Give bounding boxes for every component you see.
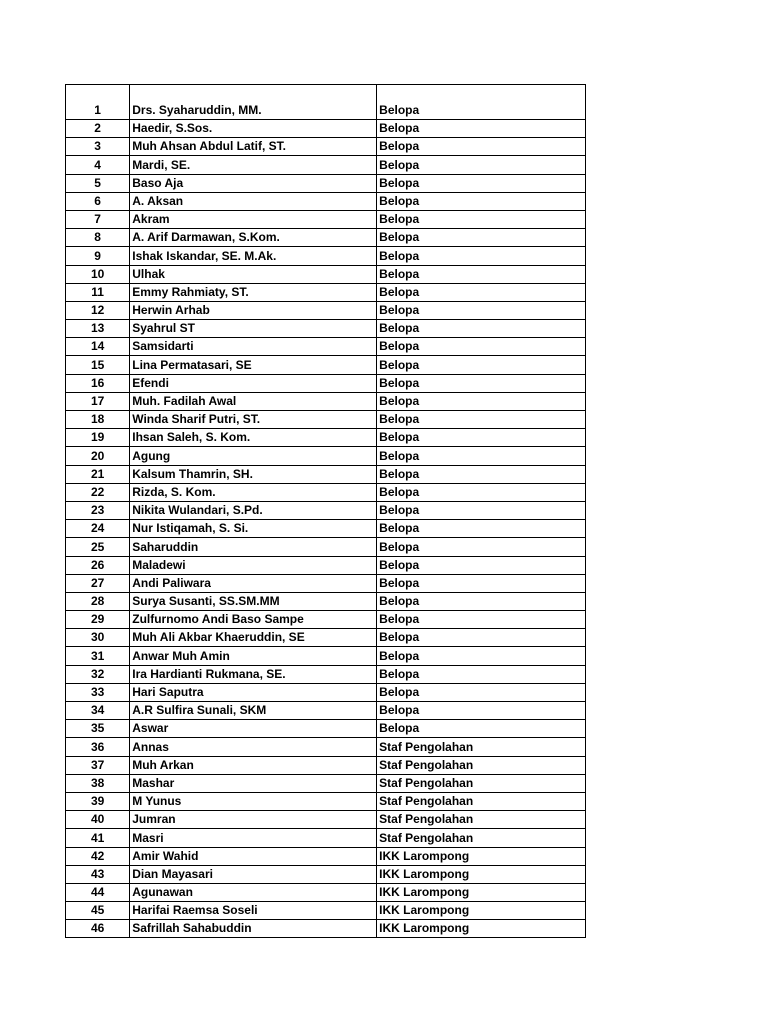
location-cell: Belopa xyxy=(377,156,586,174)
row-number-cell: 6 xyxy=(66,192,130,210)
table-row xyxy=(66,592,586,610)
table-row xyxy=(66,702,586,720)
location-cell: Belopa xyxy=(377,210,586,228)
staff-name-cell: Mashar xyxy=(130,774,377,792)
staff-name-cell: Efendi xyxy=(130,374,377,392)
location-cell: Belopa xyxy=(377,520,586,538)
location-cell: Belopa xyxy=(377,338,586,356)
location-cell: Belopa xyxy=(377,283,586,301)
location-cell: Belopa xyxy=(377,411,586,429)
location-cell: Staf Pengolahan xyxy=(377,738,586,756)
location-cell: IKK Larompong xyxy=(377,865,586,883)
staff-table xyxy=(65,84,586,938)
location-cell: Belopa xyxy=(377,465,586,483)
location-cell: Staf Pengolahan xyxy=(377,811,586,829)
row-number-cell: 40 xyxy=(66,811,130,829)
table-row xyxy=(66,465,586,483)
row-number-cell: 44 xyxy=(66,883,130,901)
table-row xyxy=(66,301,586,319)
row-number-cell: 32 xyxy=(66,665,130,683)
location-cell: Belopa xyxy=(377,665,586,683)
staff-name-cell: Emmy Rahmiaty, ST. xyxy=(130,283,377,301)
staff-name-cell: Rizda, S. Kom. xyxy=(130,483,377,501)
location-cell: Belopa xyxy=(377,138,586,156)
location-cell: Belopa xyxy=(377,683,586,701)
table-row xyxy=(66,665,586,683)
table-row xyxy=(66,429,586,447)
row-number-cell: 20 xyxy=(66,447,130,465)
location-cell: Belopa xyxy=(377,447,586,465)
location-cell: Belopa xyxy=(377,483,586,501)
staff-name-cell: Agunawan xyxy=(130,883,377,901)
row-number-cell: 43 xyxy=(66,865,130,883)
location-cell: IKK Larompong xyxy=(377,902,586,920)
table-row xyxy=(66,538,586,556)
table-row xyxy=(66,320,586,338)
location-cell: Belopa xyxy=(377,265,586,283)
row-number-cell: 42 xyxy=(66,847,130,865)
table-row xyxy=(66,447,586,465)
row-number-cell: 45 xyxy=(66,902,130,920)
row-number-cell: 19 xyxy=(66,429,130,447)
row-number-cell: 33 xyxy=(66,683,130,701)
table-row xyxy=(66,902,586,920)
staff-name-cell: Winda Sharif Putri, ST. xyxy=(130,411,377,429)
staff-name-cell: Jumran xyxy=(130,811,377,829)
table-row xyxy=(66,683,586,701)
row-number-cell: 46 xyxy=(66,920,130,938)
staff-name-cell: Zulfurnomo Andi Baso Sampe xyxy=(130,611,377,629)
location-cell: Belopa xyxy=(377,574,586,592)
location-cell: Staf Pengolahan xyxy=(377,774,586,792)
table-row xyxy=(66,174,586,192)
location-cell: Staf Pengolahan xyxy=(377,756,586,774)
row-number-cell: 26 xyxy=(66,556,130,574)
location-cell: Belopa xyxy=(377,592,586,610)
staff-name-cell: Saharuddin xyxy=(130,538,377,556)
location-cell: Belopa xyxy=(377,229,586,247)
row-number-cell: 16 xyxy=(66,374,130,392)
table-row xyxy=(66,829,586,847)
row-number-cell: 36 xyxy=(66,738,130,756)
row-number-cell: 38 xyxy=(66,774,130,792)
staff-name-cell: A. Aksan xyxy=(130,192,377,210)
table-row xyxy=(66,85,586,120)
location-cell: Belopa xyxy=(377,301,586,319)
location-cell: Belopa xyxy=(377,629,586,647)
staff-name-cell: Hari Saputra xyxy=(130,683,377,701)
table-row xyxy=(66,865,586,883)
row-number-cell: 34 xyxy=(66,702,130,720)
row-number-cell: 2 xyxy=(66,120,130,138)
staff-name-cell: M Yunus xyxy=(130,792,377,810)
staff-name-cell: Samsidarti xyxy=(130,338,377,356)
row-number-cell: 28 xyxy=(66,592,130,610)
staff-name-cell: Akram xyxy=(130,210,377,228)
table-row xyxy=(66,811,586,829)
table-row xyxy=(66,356,586,374)
row-number-cell: 27 xyxy=(66,574,130,592)
staff-name-cell: Ihsan Saleh, S. Kom. xyxy=(130,429,377,447)
location-cell: Belopa xyxy=(377,429,586,447)
row-number-cell: 4 xyxy=(66,156,130,174)
table-row xyxy=(66,611,586,629)
table-row xyxy=(66,774,586,792)
location-cell: Belopa xyxy=(377,320,586,338)
location-cell: Belopa xyxy=(377,647,586,665)
location-cell: Belopa xyxy=(377,174,586,192)
staff-name-cell: Kalsum Thamrin, SH. xyxy=(130,465,377,483)
row-number-cell: 31 xyxy=(66,647,130,665)
table-row xyxy=(66,720,586,738)
staff-table-body xyxy=(66,85,586,938)
table-row xyxy=(66,229,586,247)
table-row xyxy=(66,265,586,283)
row-number-cell: 39 xyxy=(66,792,130,810)
location-cell: Belopa xyxy=(377,192,586,210)
row-number-cell: 41 xyxy=(66,829,130,847)
row-number-cell: 9 xyxy=(66,247,130,265)
table-row xyxy=(66,483,586,501)
table-row xyxy=(66,374,586,392)
table-row xyxy=(66,883,586,901)
row-number-cell: 7 xyxy=(66,210,130,228)
staff-name-cell: Masri xyxy=(130,829,377,847)
location-cell: Staf Pengolahan xyxy=(377,829,586,847)
table-row xyxy=(66,210,586,228)
staff-name-cell: Muh. Fadilah Awal xyxy=(130,392,377,410)
table-row xyxy=(66,647,586,665)
row-number-cell: 23 xyxy=(66,501,130,519)
table-row xyxy=(66,501,586,519)
table-row xyxy=(66,283,586,301)
row-number-cell: 1 xyxy=(66,85,130,120)
row-number-cell: 10 xyxy=(66,265,130,283)
staff-name-cell: Surya Susanti, SS.SM.MM xyxy=(130,592,377,610)
row-number-cell: 5 xyxy=(66,174,130,192)
location-cell: Belopa xyxy=(377,556,586,574)
table-row xyxy=(66,738,586,756)
location-cell: Belopa xyxy=(377,85,586,120)
row-number-cell: 37 xyxy=(66,756,130,774)
staff-name-cell: Baso Aja xyxy=(130,174,377,192)
row-number-cell: 24 xyxy=(66,520,130,538)
staff-name-cell: Agung xyxy=(130,447,377,465)
row-number-cell: 30 xyxy=(66,629,130,647)
staff-name-cell: Anwar Muh Amin xyxy=(130,647,377,665)
staff-name-cell: Syahrul ST xyxy=(130,320,377,338)
row-number-cell: 15 xyxy=(66,356,130,374)
staff-name-cell: Amir Wahid xyxy=(130,847,377,865)
location-cell: Belopa xyxy=(377,392,586,410)
table-row xyxy=(66,138,586,156)
table-row xyxy=(66,247,586,265)
table-row xyxy=(66,411,586,429)
staff-name-cell: Mardi, SE. xyxy=(130,156,377,174)
staff-name-cell: Drs. Syaharuddin, MM. xyxy=(130,85,377,120)
staff-name-cell: Nur Istiqamah, S. Si. xyxy=(130,520,377,538)
staff-name-cell: Lina Permatasari, SE xyxy=(130,356,377,374)
table-row xyxy=(66,847,586,865)
staff-name-cell: Andi Paliwara xyxy=(130,574,377,592)
row-number-cell: 18 xyxy=(66,411,130,429)
row-number-cell: 22 xyxy=(66,483,130,501)
staff-name-cell: Muh Arkan xyxy=(130,756,377,774)
staff-name-cell: Harifai Raemsa Soseli xyxy=(130,902,377,920)
staff-name-cell: Annas xyxy=(130,738,377,756)
table-row xyxy=(66,192,586,210)
row-number-cell: 35 xyxy=(66,720,130,738)
row-number-cell: 21 xyxy=(66,465,130,483)
location-cell: Belopa xyxy=(377,538,586,556)
table-row xyxy=(66,920,586,938)
staff-name-cell: Dian Mayasari xyxy=(130,865,377,883)
staff-name-cell: A.R Sulfira Sunali, SKM xyxy=(130,702,377,720)
location-cell: Belopa xyxy=(377,611,586,629)
location-cell: Belopa xyxy=(377,720,586,738)
staff-name-cell: Nikita Wulandari, S.Pd. xyxy=(130,501,377,519)
location-cell: Belopa xyxy=(377,247,586,265)
staff-name-cell: Muh Ahsan Abdul Latif, ST. xyxy=(130,138,377,156)
location-cell: IKK Larompong xyxy=(377,847,586,865)
staff-name-cell: Muh Ali Akbar Khaeruddin, SE xyxy=(130,629,377,647)
staff-name-cell: Ira Hardianti Rukmana, SE. xyxy=(130,665,377,683)
location-cell: Belopa xyxy=(377,702,586,720)
location-cell: IKK Larompong xyxy=(377,920,586,938)
table-row xyxy=(66,338,586,356)
row-number-cell: 25 xyxy=(66,538,130,556)
staff-name-cell: Ulhak xyxy=(130,265,377,283)
table-row xyxy=(66,756,586,774)
table-row xyxy=(66,392,586,410)
table-row xyxy=(66,120,586,138)
location-cell: Belopa xyxy=(377,501,586,519)
staff-name-cell: Herwin Arhab xyxy=(130,301,377,319)
location-cell: Belopa xyxy=(377,120,586,138)
row-number-cell: 11 xyxy=(66,283,130,301)
table-row xyxy=(66,574,586,592)
table-row xyxy=(66,792,586,810)
location-cell: IKK Larompong xyxy=(377,883,586,901)
location-cell: Staf Pengolahan xyxy=(377,792,586,810)
row-number-cell: 29 xyxy=(66,611,130,629)
table-row xyxy=(66,520,586,538)
row-number-cell: 14 xyxy=(66,338,130,356)
row-number-cell: 13 xyxy=(66,320,130,338)
location-cell: Belopa xyxy=(377,356,586,374)
table-row xyxy=(66,629,586,647)
staff-name-cell: Maladewi xyxy=(130,556,377,574)
location-cell: Belopa xyxy=(377,374,586,392)
row-number-cell: 17 xyxy=(66,392,130,410)
staff-name-cell: Aswar xyxy=(130,720,377,738)
row-number-cell: 8 xyxy=(66,229,130,247)
table-row xyxy=(66,556,586,574)
staff-name-cell: Ishak Iskandar, SE. M.Ak. xyxy=(130,247,377,265)
staff-name-cell: Haedir, S.Sos. xyxy=(130,120,377,138)
staff-name-cell: A. Arif Darmawan, S.Kom. xyxy=(130,229,377,247)
row-number-cell: 12 xyxy=(66,301,130,319)
table-row xyxy=(66,156,586,174)
row-number-cell: 3 xyxy=(66,138,130,156)
staff-name-cell: Safrillah Sahabuddin xyxy=(130,920,377,938)
